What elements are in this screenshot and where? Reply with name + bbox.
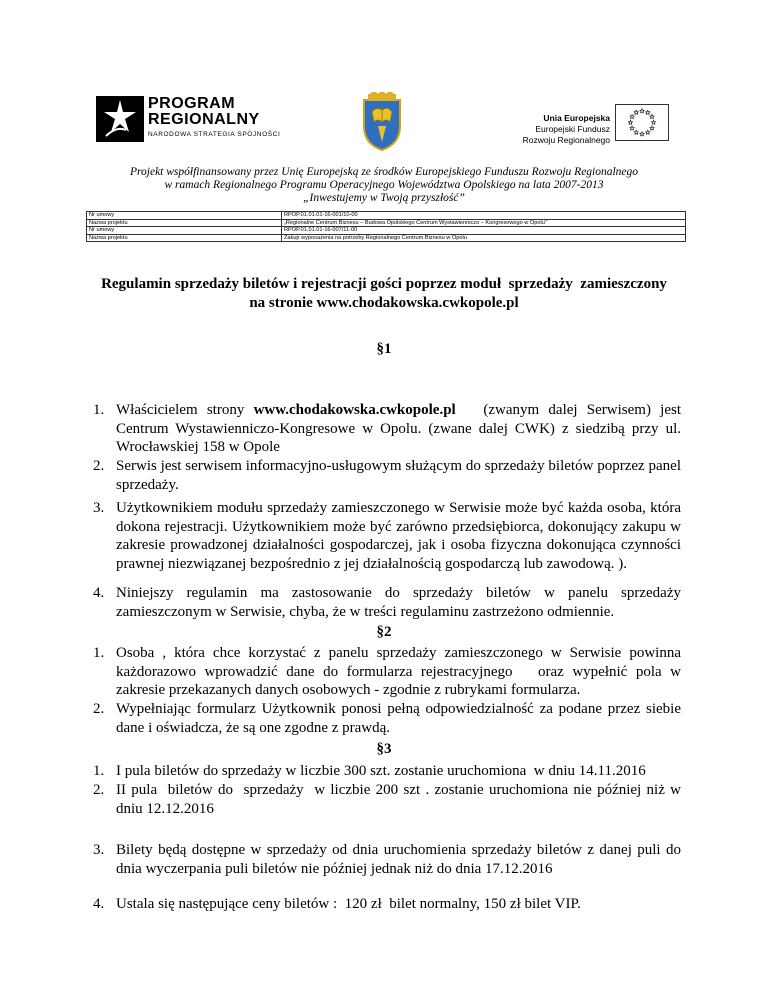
list-item: 1. Osoba , która chce korzystać z panelu sprzedaży zamieszczonego w Serwisie powinna każdorazowo wprowadzić dane do formularza rejestracyjnego oraz wypełnić pola w zakresie przekazanych danych osobowych - zgodnie z rubrykami formularza.	[93, 645, 685, 698]
eu-line2: Europejski Fundusz	[535, 124, 610, 134]
section1-heading: §1	[376, 341, 392, 357]
program-logo-line2: REGIONALNY	[148, 111, 260, 128]
table-row: Nazwa projektu „Regionalne Centrum Biznesu – Budowa Opolskiego Centrum Wystawienniczo – Kongresowego w Opolu”	[87, 219, 686, 227]
project-id-table	[86, 211, 686, 242]
list-item: 1. Właścicielem strony www.chodakowska.cwkopole.pl (zwanym dalej Serwisem) jest Centrum Wystawienniczo-Kongresowe w Opolu. (zwane dalej CWK) z siedzibą przy ul. Wrocławskiej 158 w Opole	[93, 402, 685, 455]
table-row: Nr umowy RPOP.01.01.01-16-001/10-00	[87, 212, 686, 220]
eu-flag-icon	[615, 104, 669, 141]
eu-line3: Rozwoju Regionalnego	[522, 135, 610, 145]
list-item: 4. Ustala się następujące ceny biletów : 120 zł bilet normalny, 150 zł bilet VIP.	[93, 896, 581, 912]
title-line2: na stronie www.chodakowska.cwkopole.pl	[249, 295, 519, 311]
title-line1: Regulamin sprzedaży biletów i rejestracji gości poprzez moduł sprzedaży zamieszczony	[101, 276, 667, 292]
program-logo-line3: NARODOWA STRATEGIA SPÓJNOŚCI	[148, 131, 281, 138]
list-item: 1. I pula biletów do sprzedaży w liczbie 300 szt. zostanie uruchomiona w dniu 14.11.2016	[93, 763, 646, 779]
table-row: Nr umowy RPOP.01.01.01-16-007/11-00	[87, 227, 686, 235]
eu-label	[523, 113, 610, 146]
list-item: 3. Bilety będą dostępne w sprzedaży od dnia uruchomienia sprzedaży biletów z danej puli do dnia wyczerpania puli biletów nie później jednak niż do dnia 17.12.2016	[93, 842, 681, 877]
project-line2: w ramach Regionalnego Programu Operacyjnego Województwa Opolskiego na lata 2007-2013	[164, 179, 604, 191]
eu-line1: Unia Europejska	[543, 113, 610, 123]
document-title	[60, 275, 708, 313]
project-line1: Projekt współfinansowany przez Unię Europejską ze środków Europejskiego Funduszu Rozwoju Regionalnego	[129, 166, 639, 178]
table-row: Nazwa projektu Zakup wyposażenia na potrzeby Regionalnego Centrum Biznesu w Opolu	[87, 234, 686, 242]
list-item: 2. Serwis jest serwisem informacyjno-usługowym służącym do sprzedaży biletów poprzez panel sprzedaży.	[93, 458, 681, 493]
opole-coat-of-arms-icon	[358, 92, 406, 152]
star-figure-icon	[96, 96, 144, 142]
project-line3: „Inwestujemy w Twoją przyszłość”	[303, 192, 465, 204]
list-item: 2. Wypełniając formularz Użytkownik ponosi pełną odpowiedzialność za podane przez siebie dane i oświadcza, że są one zgodne z prawdą.	[93, 701, 681, 736]
website-link[interactable]: www.chodakowska.cwkopole.pl	[253, 402, 456, 418]
list-item: 2. II pula biletów do sprzedaży w liczbie 200 szt . zostanie uruchomiona nie później niż w dniu 12.12.2016	[93, 782, 685, 817]
project-funding-text	[60, 166, 708, 205]
section3-heading: §3	[376, 741, 392, 757]
section2-heading: §2	[376, 624, 392, 640]
program-logo-line1: PROGRAM	[148, 95, 236, 112]
program-regionalny-logo	[96, 96, 296, 142]
list-item: 3. Użytkownikiem modułu sprzedaży zamieszczonego w Serwisie może być każda osoba, która dokona rejestracji. Użytkownikiem może być zarówno przedsiębiorca, dokonujący zakupu w zakresie prowadzonej działalności gospodarczej, jak i osoba fizyczna dokonująca czynności prawnej niezwiązanej bezpośrednio z jej działalnością gospodarczą lub zawodową. ).	[93, 500, 681, 572]
list-item: 4. Niniejszy regulamin ma zastosowanie do sprzedaży biletów w panelu sprzedaży zamieszczonym w Serwisie, chyba, że w treści regulaminu zastrzeżono odmiennie.	[93, 585, 681, 620]
